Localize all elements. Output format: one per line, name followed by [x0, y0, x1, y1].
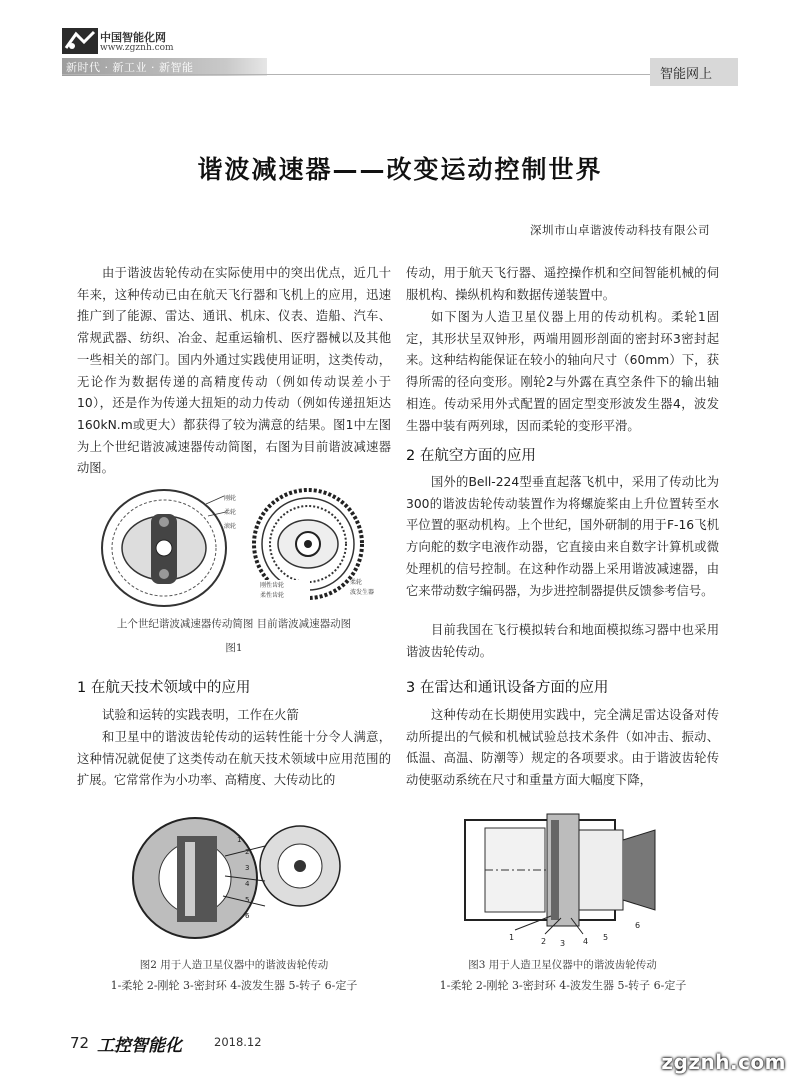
- fig3-callout: 5: [603, 933, 609, 942]
- header-divider: [62, 74, 738, 75]
- fig2-callout: 5: [245, 896, 250, 904]
- fig3-callout: 2: [541, 937, 547, 946]
- article-title: 谐波减速器——改变运动控制世界: [197, 155, 603, 184]
- fig1-right-label: 柔性齿轮: [260, 592, 285, 599]
- section-label: 智能网上: [660, 67, 713, 82]
- section-2-paragraph-2: 目前我国在飞行模拟转台和地面模拟练习器中也采用谐波齿轮传动。: [406, 623, 719, 659]
- section-3-paragraph-1: 这种传动在长期使用实践中，完全满足雷达设备对传动所提出的气候和机械试验总技术条件（如冲击、振动、低温、高温、防潮等）规定的各项要求。由于谐波齿轮传动使驱动系统在尺寸和重量方面大幅度下降，: [406, 708, 719, 788]
- fig1-left-label: 滚轮: [224, 523, 237, 530]
- fig2-callout: 6: [245, 912, 250, 920]
- watermark: zgznh.com: [661, 1050, 786, 1074]
- fig3-caption: 图3 用于人造卫星仪器中的谐波齿轮传动: [468, 959, 657, 971]
- site-logo-url: www.zgznh.com: [100, 43, 174, 53]
- article-author: 深圳市山卓谐波传动科技有限公司: [530, 223, 710, 237]
- fig3-callout: 4: [583, 937, 589, 946]
- fig2-caption: 图2 用于人造卫星仪器中的谐波齿轮传动: [139, 959, 329, 971]
- section-2-paragraph-1: 国外的Bell-224型垂直起落飞机中，采用了传动比为300的谐波齿轮传动装置作为将螺旋桨由上升位置转至水平位置的驱动机构。上个世纪，国外研制的用于F-16飞机方向舵的数字电液作动器，它直接由来自数字计算机或微处理机的信号控制。在这种作动器上采用谐波减速器，由它来带动数字编码器，为步进控制器提供反馈参考信号。: [406, 475, 719, 598]
- fig3-callout: 1: [509, 933, 515, 942]
- site-logo-icon: [62, 28, 98, 54]
- section-2-heading: 2 在航空方面的应用: [406, 448, 536, 464]
- fig1-right-diagram: [250, 484, 375, 614]
- fig1-left-diagram: [96, 486, 241, 611]
- fig3-diagram: [455, 800, 677, 950]
- fig2-callout: 1: [237, 836, 242, 844]
- fig2-callout: 2: [245, 848, 250, 856]
- fig2-legend: 1-柔轮 2-刚轮 3-密封环 4-波发生器 5-转子 6-定子: [110, 979, 358, 992]
- slogan-text: 新时代 · 新工业 · 新智能: [66, 61, 194, 74]
- fig1-right-label: 波发生器: [350, 589, 375, 596]
- fig2-callout: 4: [245, 880, 250, 888]
- fig3-legend: 1-柔轮 2-刚轮 3-密封环 4-波发生器 5-转子 6-定子: [439, 979, 687, 992]
- site-logo-title: 中国智能化网: [100, 31, 166, 44]
- right-paragraph-2: 如下图为人造卫星仪器上用的传动机构。柔轮1固定，其形状呈双钟形，两端用圆形剖面的密封环3密封起来。这种结构能保证在较小的轴向尺寸（60mm）下，获得所需的径向变形。刚轮2与外露在真空条件下的输出轴相连。传动采用外式配置的固定型变形波发生器4，波发生器中装有两列球，因而柔轮的变形平滑。: [406, 310, 719, 433]
- section-1-paragraph-2: 和卫星中的谐波齿轮传动的运转性能十分令人满意，这种情况就促使了这类传动在航天技术领域中应用范围的扩展。它常常作为小功率、高精度、大传动比的: [77, 730, 391, 788]
- fig2-callout: 3: [245, 864, 250, 872]
- fig3-callout: 6: [635, 921, 641, 930]
- fig1-right-label: 刚性齿轮: [260, 582, 285, 589]
- section-1-heading: 1 在航天技术领域中的应用: [77, 680, 251, 696]
- fig3-callout: 3: [560, 939, 566, 948]
- fig1-left-label: 柔轮: [224, 509, 237, 516]
- magazine-brand: 工控智能化: [97, 1036, 182, 1056]
- right-paragraph-1: 传动，用于航天飞行器、遥控操作机和空间智能机械的伺服机构、操纵机构和数据传递装置中。: [406, 266, 719, 302]
- fig1-right-label: 柔轮: [350, 579, 363, 586]
- issue-date: 2018.12: [214, 1035, 262, 1049]
- fig1-label: 图1: [225, 642, 243, 654]
- fig1-caption: 上个世纪谐波减速器传动简图 目前谐波减速器动图: [116, 618, 352, 630]
- fig2-diagram: [125, 806, 347, 946]
- page-number: 72: [70, 1034, 90, 1052]
- intro-paragraph: 由于谐波齿轮传动在实际使用中的突出优点，近几十年来，这种传动已由在航天飞行器和飞机上的应用，迅速推广到了能源、雷达、通讯、机床、仪表、造船、汽车、常规武器、纺织、冶金、起重运输机、医疗器械以及其他一些相关的部门。国内外通过实践使用证明，这类传动，无论作为数据传递的高精度传动（例如传动误差小于10），还是作为传递大扭矩的动力传动（例如传递扭矩达160kN.m或更大）都获得了较为满意的结果。图1中左图为上个世纪谐波减速器传动简图，右图为目前谐波减速器动图。: [77, 266, 391, 476]
- section-3-heading: 3 在雷达和通讯设备方面的应用: [406, 680, 609, 696]
- fig1-left-label: 刚轮: [224, 495, 237, 502]
- section-1-paragraph-1: 试验和运转的实践表明，工作在火箭: [102, 708, 299, 722]
